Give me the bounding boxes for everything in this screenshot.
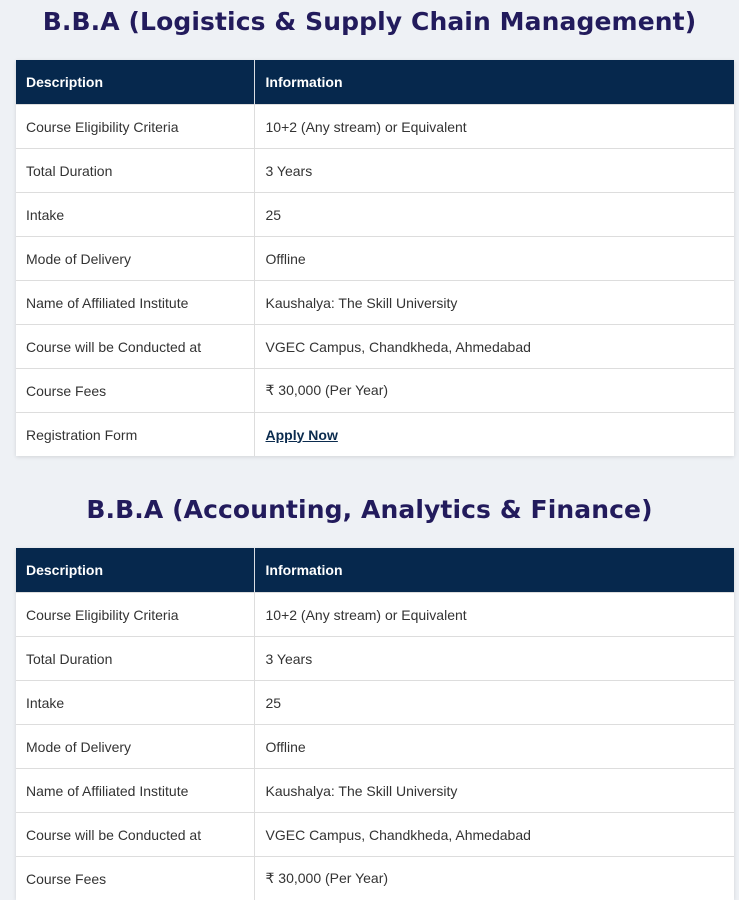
table-row (16, 237, 734, 281)
row-value: 25 (254, 681, 734, 725)
course-info-table-logistics (16, 60, 734, 456)
header-information: Information (254, 548, 734, 593)
row-value: 10+2 (Any stream) or Equivalent (254, 105, 734, 149)
row-label: Course Eligibility Criteria (16, 593, 254, 637)
row-value: 10+2 (Any stream) or Equivalent (254, 593, 734, 637)
row-label: Course will be Conducted at (16, 325, 254, 369)
table-row (16, 193, 734, 237)
row-label: Mode of Delivery (16, 725, 254, 769)
row-value: VGEC Campus, Chandkheda, Ahmedabad (254, 325, 734, 369)
row-value: 3 Years (254, 149, 734, 193)
row-label: Intake (16, 193, 254, 237)
table-row (16, 413, 734, 457)
section-title-logistics: B.B.A (Logistics & Supply Chain Management) (42, 7, 697, 36)
row-label: Total Duration (16, 149, 254, 193)
row-value: 3 Years (254, 637, 734, 681)
table-header-row (16, 60, 734, 105)
row-value: Offline (254, 237, 734, 281)
row-label: Course Fees (16, 369, 254, 413)
row-label: Name of Affiliated Institute (16, 769, 254, 813)
table-row (16, 325, 734, 369)
row-value: ₹ 30,000 (Per Year) (254, 857, 734, 900)
table-row (16, 813, 734, 857)
row-label: Course will be Conducted at (16, 813, 254, 857)
table-row (16, 369, 734, 413)
table-header-row (16, 548, 734, 593)
row-label: Mode of Delivery (16, 237, 254, 281)
row-value: 25 (254, 193, 734, 237)
course-info-table-accounting (16, 548, 734, 900)
table-row (16, 281, 734, 325)
header-description: Description (16, 60, 254, 105)
row-label: Course Eligibility Criteria (16, 105, 254, 149)
section-title-accounting: B.B.A (Accounting, Analytics & Finance) (86, 495, 653, 524)
row-label: Registration Form (16, 413, 254, 457)
row-label: Name of Affiliated Institute (16, 281, 254, 325)
row-value: Kaushalya: The Skill University (254, 281, 734, 325)
row-value: Kaushalya: The Skill University (254, 769, 734, 813)
row-value (254, 413, 734, 457)
row-value: ₹ 30,000 (Per Year) (254, 369, 734, 413)
row-value: VGEC Campus, Chandkheda, Ahmedabad (254, 813, 734, 857)
row-label: Intake (16, 681, 254, 725)
table-row (16, 105, 734, 149)
row-label: Total Duration (16, 637, 254, 681)
table-row (16, 149, 734, 193)
apply-now-link[interactable]: Apply Now (265, 426, 338, 443)
header-information: Information (254, 60, 734, 105)
row-value: Offline (254, 725, 734, 769)
header-description: Description (16, 548, 254, 593)
table-row (16, 681, 734, 725)
table-row (16, 769, 734, 813)
table-row (16, 593, 734, 637)
table-row (16, 637, 734, 681)
row-label: Course Fees (16, 857, 254, 900)
table-row (16, 857, 734, 900)
table-row (16, 725, 734, 769)
